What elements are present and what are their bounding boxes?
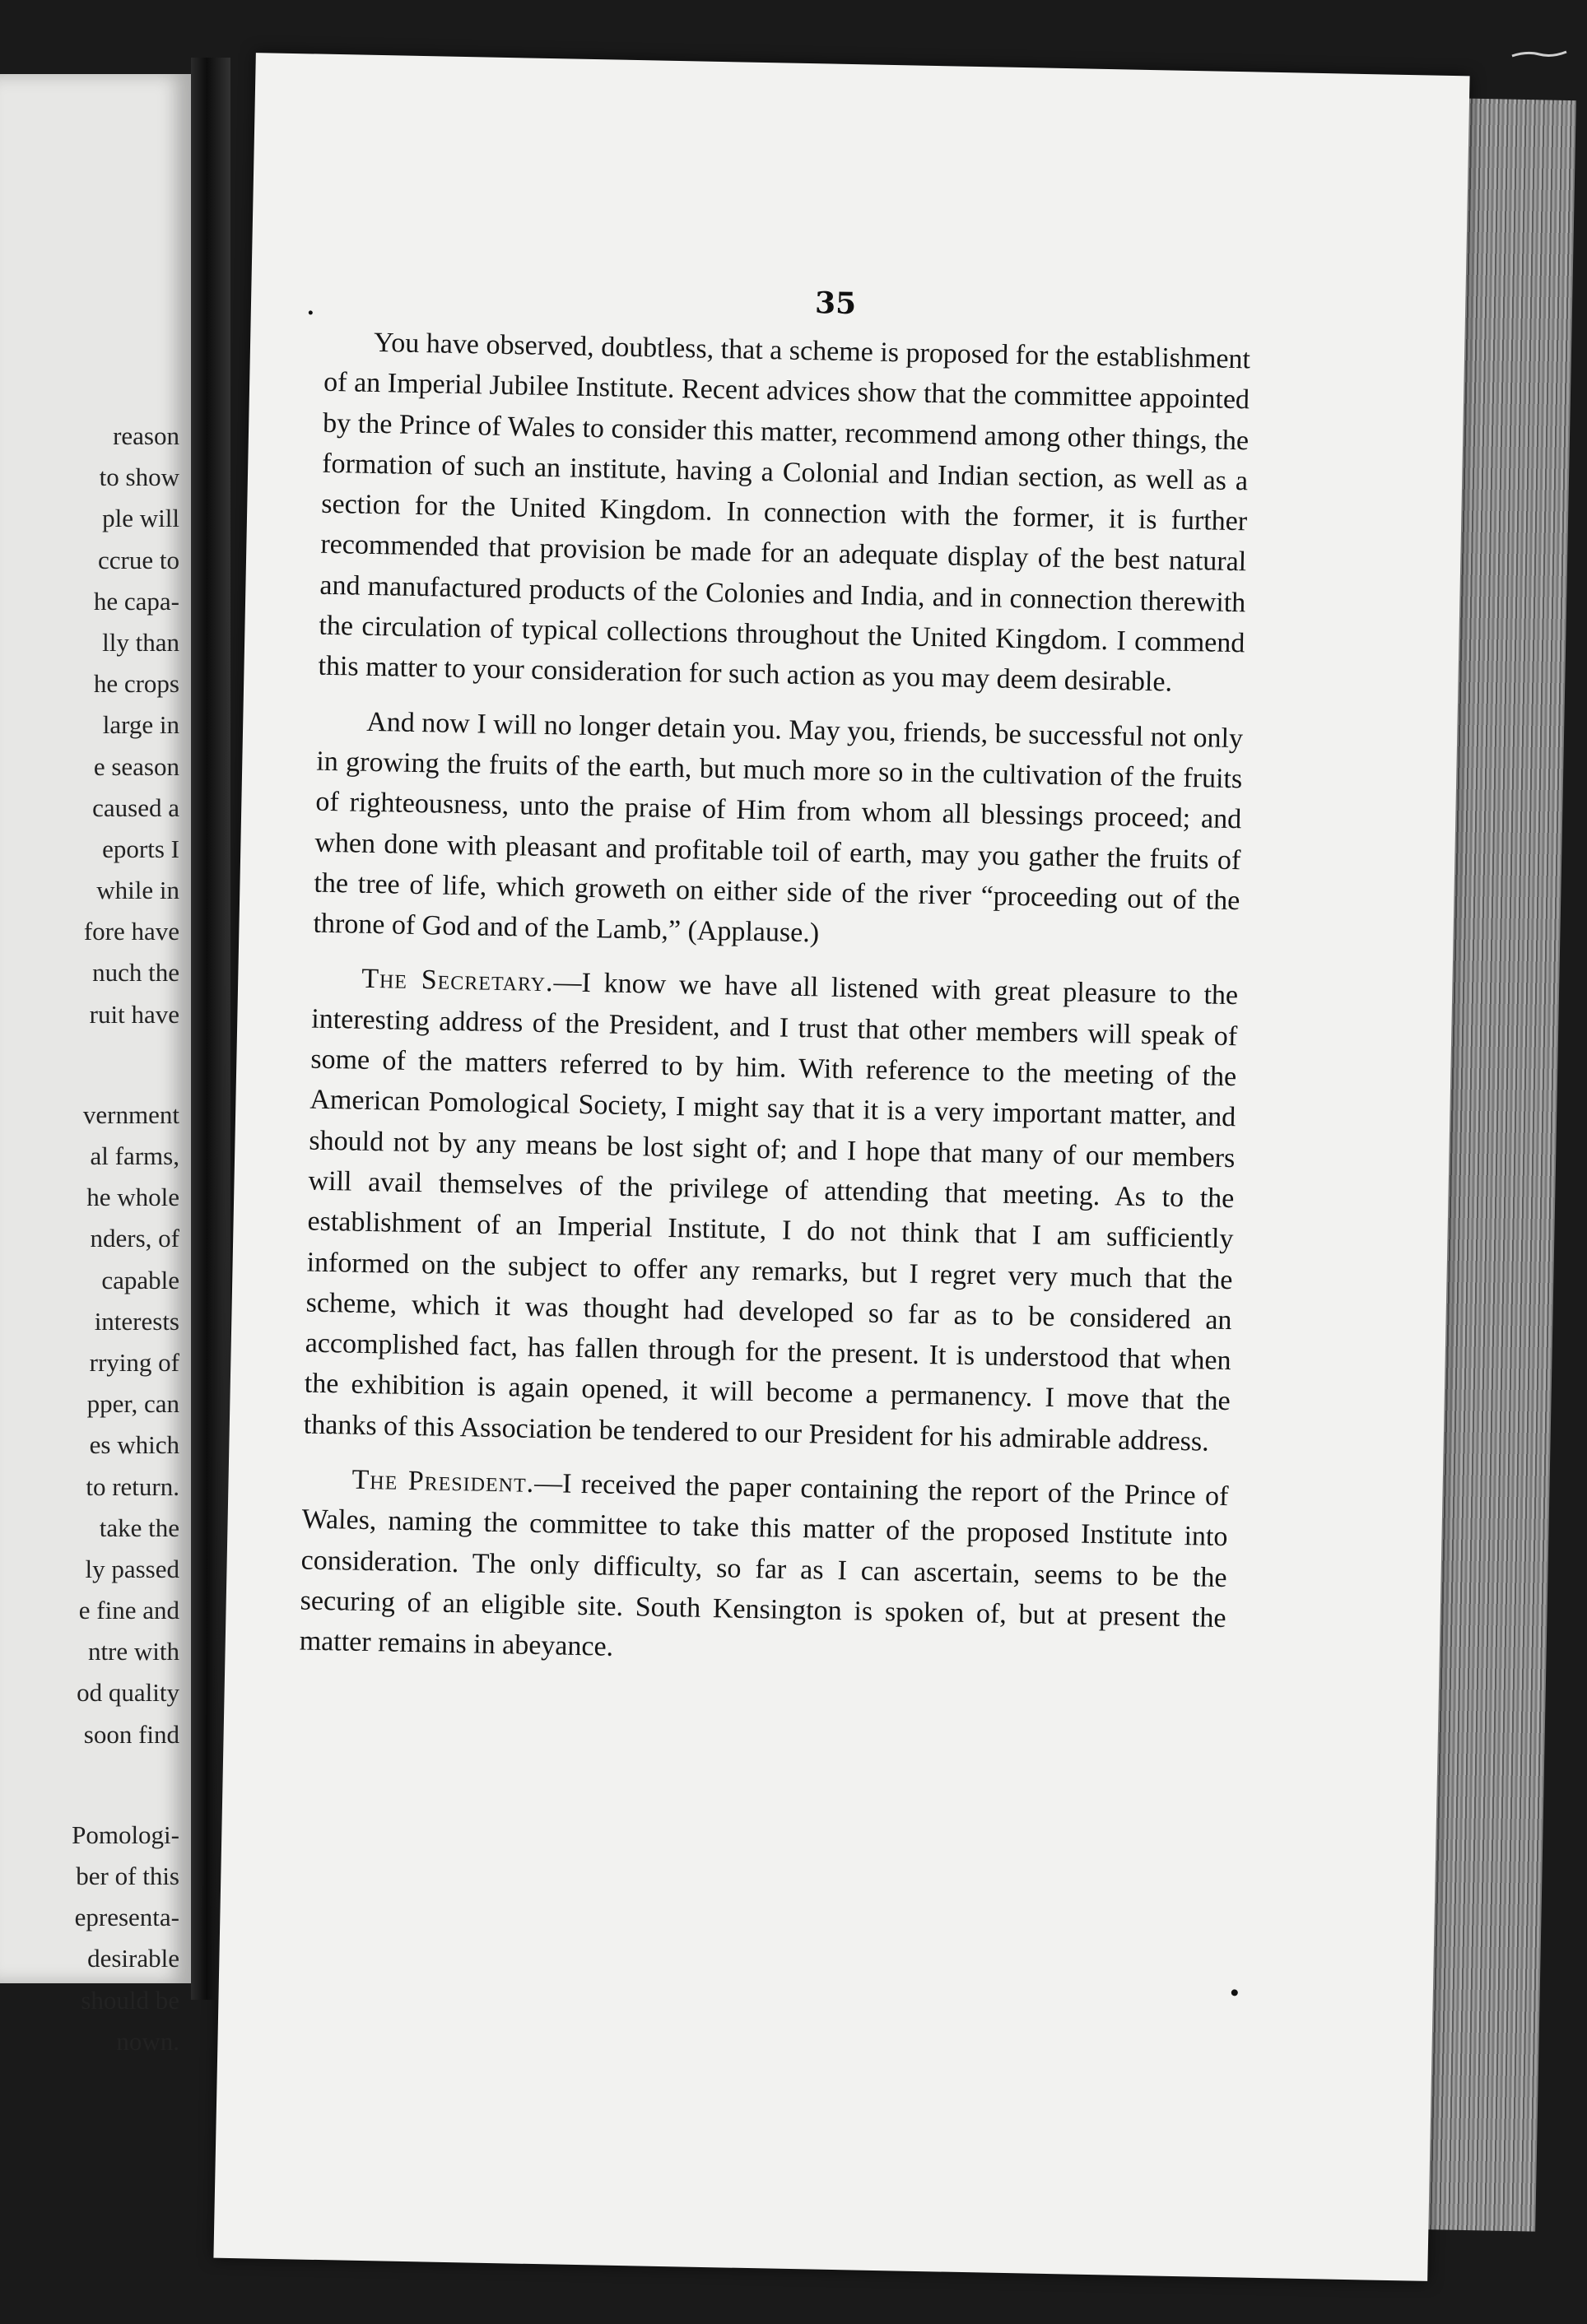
line-gap — [0, 1755, 179, 1815]
speaker-name: The Secretary. — [361, 964, 554, 998]
line-fragment: es which — [89, 1430, 179, 1460]
line-fragment: soon find — [83, 1719, 179, 1749]
page-body-text — [299, 322, 1250, 1680]
line-fragment: fore have — [83, 917, 179, 946]
paragraph-text: —I received the paper containing the report of the Prince of Wales, naming the committee to take this matter of the proposed Institute into consideration. The only difficulty, so far as I can ascertain, seems to be the securing of an eligible site. South Kensington is spoken of, but at present the matter remains in abeyance. — [299, 1467, 1229, 1662]
line-fragment: rrying of — [89, 1347, 179, 1377]
scan-mark — [1510, 49, 1568, 59]
line-fragment: nown. — [116, 2026, 179, 2056]
left-page-line-fragments — [0, 416, 179, 2062]
line-fragment: od quality — [77, 1678, 179, 1708]
line-fragment: ruit have — [89, 999, 179, 1029]
line-fragment: e fine and — [78, 1596, 179, 1625]
line-fragment: vernment — [82, 1099, 179, 1129]
line-fragment: ntre with — [87, 1637, 179, 1666]
ink-speck — [309, 310, 313, 314]
paragraph — [318, 322, 1250, 704]
line-fragment: epresenta- — [74, 1903, 179, 1932]
line-fragment: to return. — [86, 1471, 179, 1501]
speaker-name: The President. — [351, 1464, 535, 1499]
line-fragment: ccrue to — [98, 545, 179, 574]
line-fragment: caused a — [92, 792, 179, 822]
paragraph-text: And now I will no longer detain you. May you, friends, be successful not only in growing the fruits of the earth, but much more so in the cultivation of the fruits of righteousness, unto the praise of Him from whom all blessings proceed; and when done with pleasant and profitable toil of earth, may you gather the fruits of the tree of life, which groweth on either side of the river “proceeding out of the throne of God and of the Lamb,” (Applause.) — [313, 706, 1244, 949]
line-fragment: nders, of — [90, 1224, 179, 1253]
line-fragment: large in — [102, 710, 179, 740]
right-page — [213, 53, 1469, 2281]
line-fragment: nuch the — [92, 958, 179, 988]
paragraph — [299, 1459, 1229, 1680]
line-fragment: capable — [101, 1265, 179, 1294]
line-gap — [0, 1035, 179, 1095]
paragraph-text: —I know we have all listened with great pleasure to the interesting address of the President, and I trust that other members will speak of some of the matters referred to by him. With reference to the meeting of the American Pomological Society, I might say that it is a very important matter, and should not by any means be lost sight of; and I hope that many of our members will avail themselves of the privilege of attending that meeting. As to the establishment of an Imperial Institute, I do not think that I am sufficiently informed on the subject to offer any remarks, but I regret very much that the scheme, which it was thought had developed so far as to be considered an accomplished fact, has fallen through for the present. It is understood that when the exhibition is again opened, it will become a permanency. I move that the thanks of this Association be tendered to our President for his admirable address. — [303, 967, 1239, 1457]
page-number: 35 — [814, 286, 857, 322]
line-fragment: ber of this — [76, 1862, 179, 1890]
line-fragment: ple will — [102, 504, 179, 533]
paragraph — [303, 958, 1238, 1462]
line-fragment: ly passed — [85, 1554, 179, 1583]
ink-speck — [1231, 1989, 1238, 1996]
line-fragment: he crops — [93, 669, 179, 699]
paragraph — [313, 700, 1243, 961]
line-fragment: lly than — [102, 627, 179, 657]
line-fragment: he capa- — [93, 586, 179, 616]
line-fragment: should be — [81, 1985, 179, 2015]
line-fragment: interests — [94, 1306, 179, 1336]
line-fragment: to show — [99, 462, 179, 492]
paragraph-text: You have observed, doubtless, that a scheme is proposed for the establishment of an Imperial Jubilee Institute. Recent advices show that the committee appointed by the Prince of Wales to consider this matter, recommend among other things, the formation of such an institute, having a Colonial and Indian section, as well as a section for the United Kingdom. In connection with the former, it is further recommended that provision be made for an adequate display of the best natural and manufactured products of the Colonies and India, and in connection therewith the circulation of typical collections throughout the United Kingdom. I commend this matter to your consideration for such action as you may deem desirable. — [318, 327, 1251, 698]
line-fragment: Pomologi- — [72, 1820, 179, 1849]
line-fragment: take the — [99, 1513, 179, 1542]
line-fragment: desirable — [87, 1944, 179, 1973]
line-fragment: he whole — [86, 1183, 179, 1212]
line-fragment: e season — [93, 751, 179, 781]
line-fragment: while in — [96, 876, 179, 905]
line-fragment: eports I — [102, 834, 179, 863]
line-fragment: pper, can — [86, 1389, 179, 1419]
left-facing-page — [0, 74, 191, 2056]
line-fragment: reason — [113, 421, 179, 450]
line-fragment: al farms, — [90, 1141, 179, 1170]
